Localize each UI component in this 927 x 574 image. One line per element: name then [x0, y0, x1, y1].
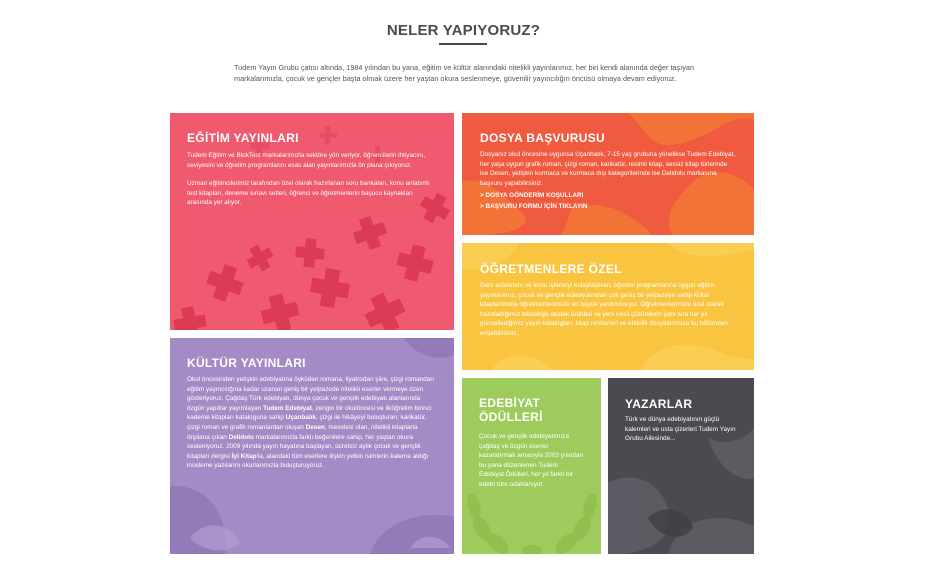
brand-delidolu: Delidolu	[228, 433, 254, 441]
title-underline	[439, 43, 487, 45]
card-yazarlar[interactable]	[608, 378, 754, 554]
card-text: Uzman eğitimcilerimiz tarafından özel olarak hazırlanan soru bankaları, konu anlatımlı test kitapları, deneme sınavı setleri, öğrenci ve öğretmenlerin başucu kaynakları arasında yer alıyor.	[187, 180, 430, 207]
brand-iyi-kitap: İyi Kitap	[231, 452, 257, 460]
brand-desen: Desen	[305, 423, 325, 431]
card-egitim-yayinlari[interactable]	[170, 113, 454, 330]
brand-ucanbalik: Uçanbalık	[285, 414, 316, 422]
card-text: Çocuk ve gençlik edebiyatımıza çağdaş ve özgün eserler kazandırmak amacıyla 2003 yılından bu yana düzenlenen Tudem Edebiyat Ödülleri, her yıl farklı bir edebî türe odaklanıyor.	[479, 433, 584, 488]
card-dosya-basvurusu[interactable]	[462, 113, 754, 235]
intro-text: Tudem Yayın Grubu çatısı altında, 1984 yılından bu yana, eğitim ve kültür alanındaki nitelikli yayınlarımız, her biri kendi alanında değer taşıyan markalarımızla, çocuk ve gençler başta olmak üzere her yaştan okura seslenmeye, güvenilir yayıncılığın öncüsü olmaya devam ediyoruz.	[234, 63, 694, 83]
card-text: Ders anlatımını ve konu işlemeyi kolaylaştıran, öğretim programlarına uygun eğitim yayınlarımız, çocuk ve gençlik edebiyatından çok geniş bir yelpazeye sahip kültür kitaplarımızla öğretmenlerimizin en büyük yardımcısıyız. Öğretmenlerimize özel olarak hazırladığımız teknolojik destek ürünleri ve yeni nesil çözümlerin yanı sıra her yıl güncellediğimiz yayın katalogları, kitap rehberleri ve etkinlik dosyalarımıza bu bölümden erişebilirsiniz.	[480, 282, 728, 337]
card-title[interactable]: KÜLTÜR YAYINLARI	[187, 356, 306, 370]
card-text: Dosyanız okul öncesine uygunsa Uçanbalık, 7-15 yaş grubuna yönelikse Tudem Edebiyat, her yaşa uygun grafik roman, çizgi roman, karikatür, resimli kitap, sessiz kitap türlerinde ise Desen, yetişkin kurmaca ve kurmaca dışı kategorilerinde ise Delidolu markasına başvuru yapabilirsiniz.	[480, 151, 736, 187]
card-title[interactable]: YAZARLAR	[625, 397, 693, 411]
card-kultur-yayinlari[interactable]	[170, 338, 454, 554]
card-text: Okul öncesinden yetişkin edebiyatına öyküden romana, tiyatrodan şiire, çizgi romandan eğitim yayıncılığına kadar uzanan geniş bir yelpazede nitelikli eserler vermeye özen gösteriyoruz. Çağdaş Türk edebiyatı, dünya çocuk ve gençlik edebiyatı alanlarında özgün yapıtlar yayımlayan Tudem Edebiyat, zengin bir okulöncesi ve ilköğretim birinci kademe kitapları kataloguna sahip Uçanbalık, çizgi ile hikâyeyi buluşturan; karikatür, çizgi roman ve grafik romanlardan oluşan Desen, meselesi olan, nitelikli kitaplarla önplana çıkan Delidolu markalarımızla farklı beğenilere sahip, her yaştan okura sesleniyoruz. 2009 yılında yayın hayatına başlayan, ücretsiz aylık çocuk ve gençlik kitapları dergisi İyi Kitap'la, alandaki tüm eserlere ilişkin yetkin isimlerin kaleme aldığı inceleme yazılarını okurlarımızla buluşturuyoruz.	[187, 376, 434, 470]
card-text: Türk ve dünya edebiyatının güçlü kalemleri ve usta çizerleri Tudem Yayın Grubu Ailesinde...	[625, 416, 736, 443]
application-form-link[interactable]: > BAŞVURU FORMU İÇİN TIKLAYIN	[480, 203, 588, 211]
section-title: NELER YAPIYORUZ?	[386, 22, 541, 39]
card-ogretmenlere-ozel[interactable]	[462, 243, 754, 370]
card-title[interactable]: ÖĞRETMENLERE ÖZEL	[480, 262, 622, 276]
card-edebiyat-odulleri[interactable]	[462, 378, 601, 554]
card-title[interactable]: EDEBİYAT ÖDÜLLERİ	[479, 396, 543, 424]
submission-conditions-link[interactable]: > DOSYA GÖNDERİM KOŞULLARI	[480, 192, 584, 200]
brand-tudem-edebiyat: Tudem Edebiyat	[263, 404, 312, 412]
card-text: Tudem Eğitim ve BlokTest markalarımızla sektöre yön veriyor, öğrencilerin ihtiyacını, seviyesini ve öğretim programlarını esas alan yayınlarımızla ön plana çıkıyoruz.	[187, 152, 426, 169]
card-title[interactable]: DOSYA BAŞVURUSU	[480, 131, 605, 145]
card-title[interactable]: EĞİTİM YAYINLARI	[187, 131, 299, 145]
